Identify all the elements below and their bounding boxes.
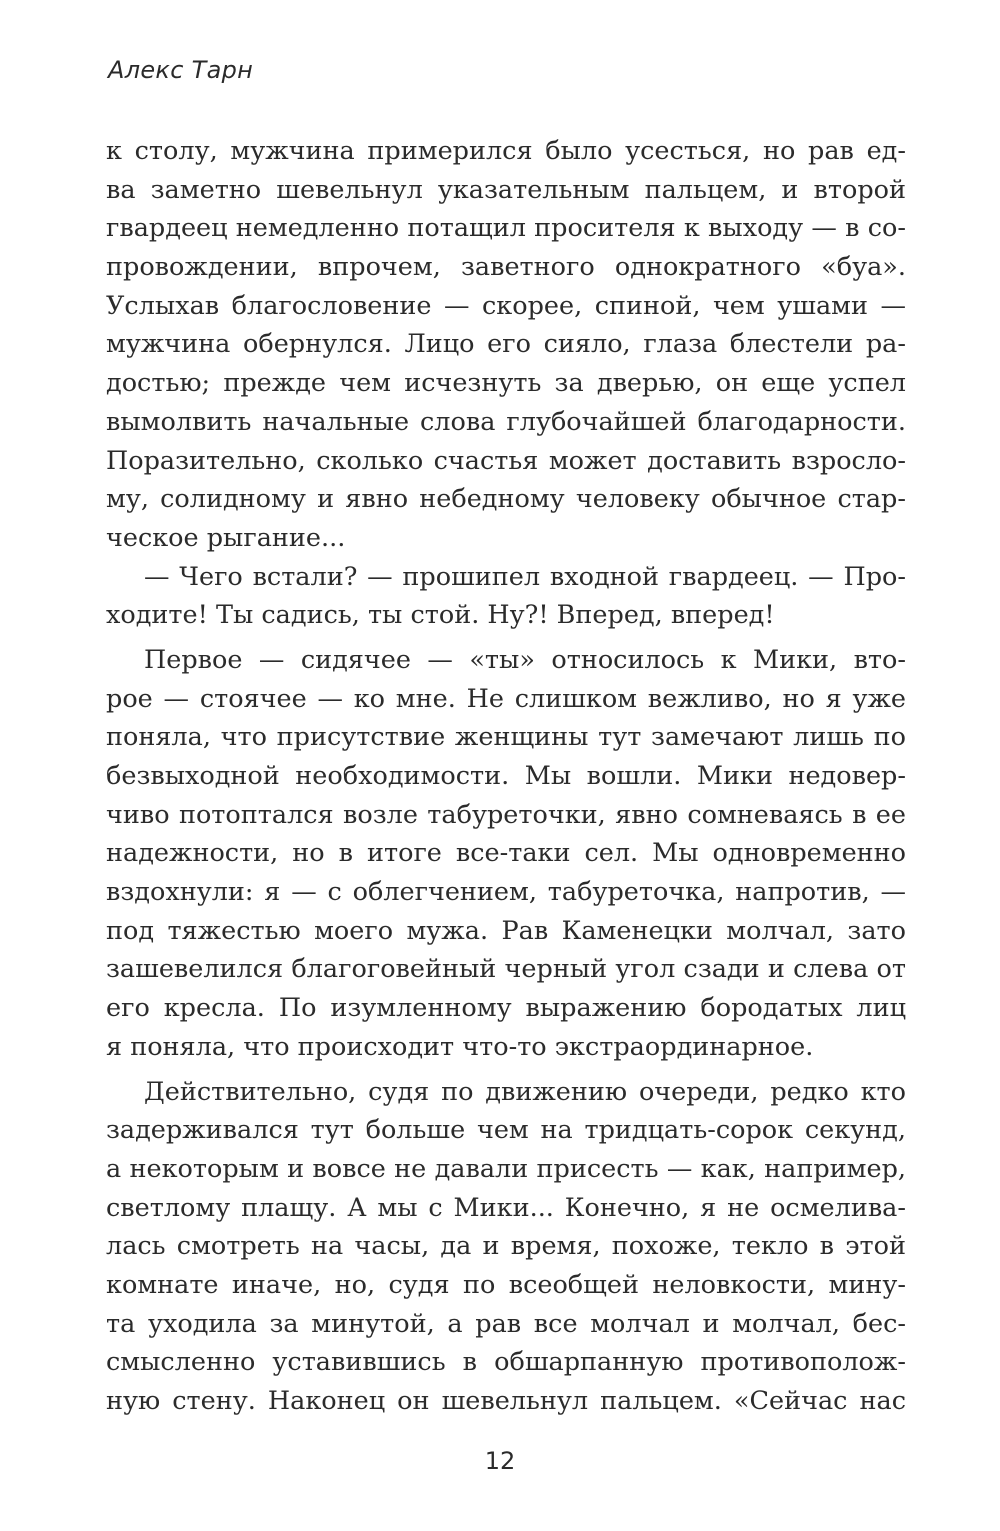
text-line: достью; прежде чем исчезнуть за дверью, он еще успел xyxy=(106,368,906,399)
text-line: задерживался тут больше чем на тридцать-сорок секунд, xyxy=(106,1115,906,1146)
text-line: ходите! Ты садись, ты стой. Ну?! Вперед, вперед! xyxy=(106,600,775,631)
text-line: чиво потоптался возле табуреточки, явно сомневаясь в ее xyxy=(106,799,906,830)
text-line: Первое — сидячее — «ты» относилось к Мики, вто- xyxy=(144,644,906,675)
text-line: ва заметно шевельнул указательным пальцем, и второй xyxy=(106,174,906,205)
text-line: его кресла. По изумленному выражению бородатых лиц xyxy=(106,993,906,1024)
text-line: поняла, что присутствие женщины тут замечают лишь по xyxy=(106,722,906,753)
text-line: безвыходной необходимости. Мы вошли. Мики недовер- xyxy=(106,761,906,791)
text-line: ную стену. Наконец он шевельнул пальцем. «Сейчас нас xyxy=(106,1386,906,1416)
text-line: Поразительно, сколько счастья может доставить взросло- xyxy=(106,445,906,476)
text-line: гвардеец немедленно потащил просителя к выходу — в со- xyxy=(106,213,906,244)
text-line: смысленно уставившись в обшарпанную противополож- xyxy=(106,1347,906,1378)
text-line: лась смотреть на часы, да и время, похоже, текло в этой xyxy=(106,1231,906,1262)
text-line: надежности, но в итоге все-таки сел. Мы одновременно xyxy=(106,838,906,869)
text-line: вздохнули: я — с облегчением, табуреточка, напротив, — xyxy=(106,877,906,908)
text-line: а некоторым и вовсе не давали присесть — как, например, xyxy=(106,1153,906,1184)
page-number: 12 xyxy=(484,1447,516,1475)
text-line: к столу, мужчина примерился было усесться, но рав ед- xyxy=(106,136,906,166)
text-line: вымолвить начальные слова глубочайшей благодарности. xyxy=(106,406,906,437)
text-line: рое — стоячее — ко мне. Не слишком вежливо, но я уже xyxy=(106,683,906,714)
text-line: мужчина обернулся. Лицо его сияло, глаза блестели ра- xyxy=(106,329,906,360)
text-line: зашевелился благоговейный черный угол сзади и слева от xyxy=(106,954,906,985)
text-line: ческое рыгание... xyxy=(106,522,346,553)
text-line: Действительно, судя по движению очереди, редко кто xyxy=(144,1076,906,1107)
running-header-author: Алекс Тарн xyxy=(108,56,254,84)
text-line: комнате иначе, но, судя по всеобщей неловкости, мину- xyxy=(106,1269,906,1300)
text-line: — Чего встали? — прошипел входной гвардеец. — Про- xyxy=(144,561,906,592)
text-line: му, солидному и явно небедному человеку обычное стар- xyxy=(106,484,906,515)
text-line: светлому плащу. А мы с Мики... Конечно, я не осмелива- xyxy=(106,1192,906,1223)
text-line: под тяжестью моего мужа. Рав Каменецки молчал, зато xyxy=(106,915,906,946)
text-line: Услыхав благословение — скорее, спиной, чем ушами — xyxy=(106,290,906,321)
text-line: та уходила за минутой, а рав все молчал и молчал, бес- xyxy=(106,1308,906,1339)
text-line: я поняла, что происходит что-то экстраординарное. xyxy=(106,1031,814,1062)
page-body-text xyxy=(106,132,906,1421)
text-line: провождении, впрочем, заветного однократного «буа». xyxy=(106,252,906,283)
